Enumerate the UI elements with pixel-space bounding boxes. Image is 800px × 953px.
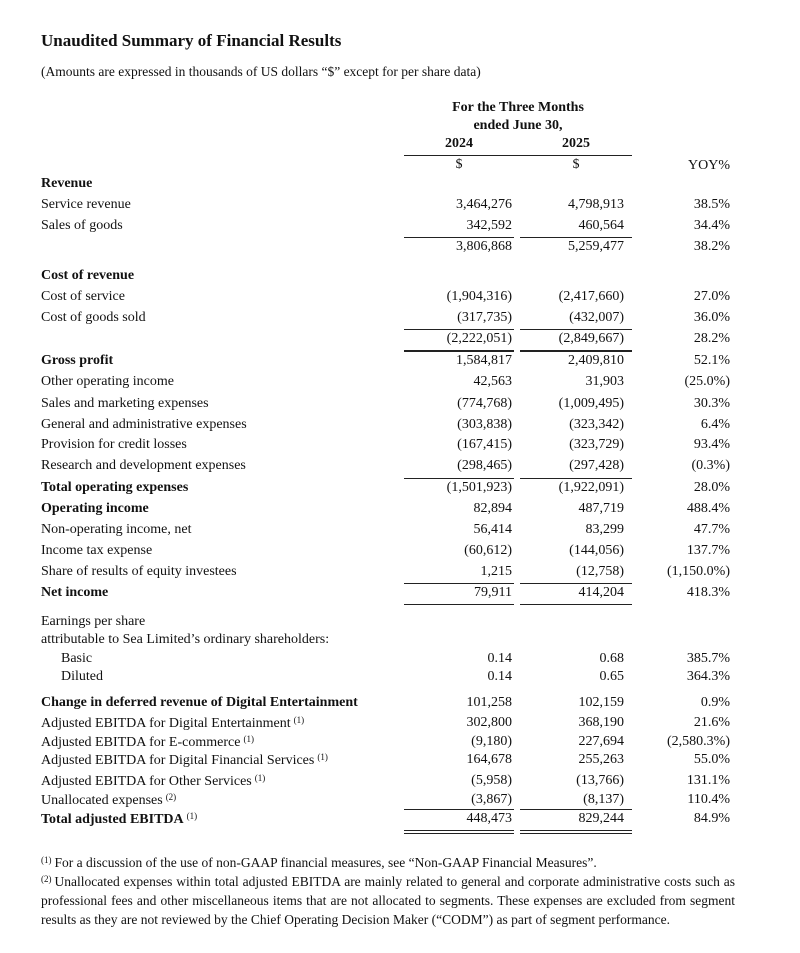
row-label-text: Unallocated expenses (41, 793, 163, 808)
row-label-text: Cost of goods sold (41, 310, 146, 325)
row-label (41, 480, 188, 496)
yoy-change: 38.2% (693, 239, 730, 254)
value-2025: 368,190 (578, 715, 624, 730)
row-label-text: Other operating income (41, 374, 174, 389)
row-label (41, 374, 174, 390)
row-label (41, 695, 358, 711)
subtotal-rule (520, 329, 632, 330)
yoy-change: 28.2% (693, 331, 730, 346)
yoy-change: 36.0% (693, 310, 730, 325)
footnote-1-text: For a discussion of the use of non-GAAP financial measures, see “Non-GAAP Financial Measures”. (54, 855, 597, 870)
table-row (0, 374, 800, 395)
yoy-change: 110.4% (687, 792, 730, 807)
value-2024: 1,215 (480, 564, 512, 579)
value-2025: 829,244 (578, 811, 624, 826)
yoy-change: (1,150.0%) (667, 564, 730, 579)
value-2024: 164,678 (466, 752, 512, 767)
value-2025: 255,263 (578, 752, 624, 767)
subtotal-rule (404, 583, 514, 584)
subtotal-rule (404, 478, 514, 479)
footnote-marker: (1) (293, 715, 305, 725)
value-2025: (2,417,660) (558, 289, 624, 304)
total-rule (520, 830, 632, 831)
value-2025: (2,849,667) (558, 331, 624, 346)
yoy-change: (0.3%) (691, 458, 730, 473)
row-label-text: Adjusted EBITDA for Digital Entertainment (41, 716, 291, 731)
table-row (0, 543, 800, 564)
row-label-text: Cost of revenue (41, 268, 135, 283)
row-label (41, 458, 246, 474)
footnote-marker: (1) (243, 734, 254, 744)
row-label-text: Income tax expense (41, 543, 153, 558)
value-2025: (8,137) (583, 792, 624, 807)
value-2025: 5,259,477 (568, 239, 624, 254)
table-row (0, 480, 800, 501)
value-2025: (297,428) (569, 458, 624, 473)
footnote-2 (41, 870, 735, 929)
row-label-text: Adjusted EBITDA for Digital Financial Services (41, 753, 315, 768)
row-label (41, 752, 328, 769)
row-label-text: Diluted (61, 669, 103, 684)
yoy-change: 6.4% (700, 417, 730, 432)
year-2024-header: 2024 (445, 136, 473, 151)
row-label (41, 268, 134, 284)
value-2024: (2,222,051) (446, 331, 512, 346)
table-row (0, 458, 800, 479)
table-row (0, 695, 800, 716)
value-2025: (323,729) (569, 437, 624, 452)
value-2025: 102,159 (578, 695, 624, 710)
yoy-change: 364.3% (686, 669, 730, 684)
footnote-1-marker: (1) (41, 855, 52, 865)
table-row (0, 310, 800, 331)
subtotal-rule (520, 809, 632, 810)
row-label (41, 734, 254, 751)
subtotal-rule (404, 809, 514, 810)
value-2024: (1,501,923) (446, 480, 512, 495)
value-2025: (323,342) (569, 417, 624, 432)
currency-2024: $ (455, 157, 463, 172)
value-2024: (1,904,316) (446, 289, 512, 304)
value-2025: 227,694 (578, 734, 624, 749)
row-label (41, 632, 329, 648)
row-label (41, 614, 145, 630)
row-label-text: Change in deferred revenue of Digital Entertainment (41, 695, 358, 710)
subtotal-rule (404, 329, 514, 330)
yoy-change: 30.3% (693, 396, 730, 411)
value-2025: (144,056) (569, 543, 624, 558)
value-2025: (1,922,091) (558, 480, 624, 495)
table-row (0, 353, 800, 374)
yoy-change: 93.4% (693, 437, 730, 452)
value-2024: (298,465) (457, 458, 512, 473)
yoy-change: 34.4% (693, 218, 730, 233)
yoy-change: (2,580.3%) (667, 734, 730, 749)
header-rule (404, 155, 632, 156)
footnote-marker: (1) (186, 811, 198, 821)
value-2025: (1,009,495) (558, 396, 624, 411)
year-2025-header: 2025 (562, 136, 590, 151)
value-2025: 4,798,913 (568, 197, 624, 212)
value-2024: 3,806,868 (456, 239, 512, 254)
row-label-text: Share of results of equity investees (41, 564, 237, 579)
yoy-change: 27.0% (693, 289, 730, 304)
value-2024: (317,735) (457, 310, 512, 325)
table-row (0, 669, 800, 690)
row-label-text: Provision for credit losses (41, 437, 187, 452)
total-rule (520, 350, 632, 351)
value-2025: (432,007) (569, 310, 624, 325)
value-2024: 56,414 (473, 522, 512, 537)
value-2024: 1,584,817 (456, 353, 512, 368)
yoy-change: 385.7% (686, 651, 730, 666)
value-2024: 0.14 (487, 669, 512, 684)
row-label-text: Adjusted EBITDA for Other Services (41, 774, 252, 789)
table-row (0, 417, 800, 438)
footnote-1 (41, 851, 735, 872)
table-row (0, 715, 800, 736)
yoy-change: (25.0%) (684, 374, 730, 389)
row-label (41, 811, 197, 828)
subtotal-rule (404, 351, 514, 352)
table-row (0, 437, 800, 458)
table-row (0, 564, 800, 585)
value-2025: 0.65 (599, 669, 624, 684)
row-label-text: Research and development expenses (41, 458, 246, 473)
row-label (41, 585, 108, 601)
table-row (0, 176, 800, 197)
period-header-line1: For the Three Months (452, 100, 584, 115)
row-label-text: General and administrative expenses (41, 417, 247, 432)
table-row (0, 289, 800, 310)
row-label (61, 669, 103, 685)
row-label (41, 218, 123, 234)
table-row (0, 752, 800, 773)
value-2025: 460,564 (578, 218, 624, 233)
row-label (41, 792, 176, 809)
footnote-marker: (1) (254, 773, 266, 783)
table-row (0, 792, 800, 813)
row-label (41, 353, 113, 369)
table-row (0, 501, 800, 522)
table-row (0, 773, 800, 794)
row-label (41, 176, 92, 192)
value-2025: (13,766) (576, 773, 624, 788)
row-label (41, 417, 247, 433)
total-rule (520, 604, 632, 605)
row-label-text: Operating income (41, 501, 149, 516)
value-2024: 0.14 (487, 651, 512, 666)
value-2025: 83,299 (585, 522, 624, 537)
yoy-change: 52.1% (693, 353, 730, 368)
footnote-marker: (2) (165, 792, 177, 802)
row-label (41, 543, 152, 559)
row-label-text: Cost of service (41, 289, 125, 304)
row-label-text: Sales and marketing expenses (41, 396, 209, 411)
value-2025: 414,204 (578, 585, 624, 600)
value-2024: (9,180) (471, 734, 512, 749)
row-label-text: attributable to Sea Limited’s ordinary shareholders: (41, 632, 330, 647)
value-2024: (774,768) (457, 396, 512, 411)
table-row (0, 585, 800, 606)
value-2025: 31,903 (585, 374, 624, 389)
row-label (41, 437, 187, 453)
row-label-text: Service revenue (41, 197, 131, 212)
table-row (0, 268, 800, 289)
double-total-rule (520, 833, 632, 834)
row-label-text: Net income (41, 585, 109, 600)
yoy-change: 137.7% (686, 543, 730, 558)
value-2024: 302,800 (466, 715, 512, 730)
row-label (41, 396, 209, 412)
yoy-change: 21.6% (693, 715, 730, 730)
value-2024: 82,894 (473, 501, 512, 516)
yoy-change: 488.4% (686, 501, 730, 516)
value-2024: (60,612) (464, 543, 512, 558)
value-2024: (167,415) (457, 437, 512, 452)
currency-2025: $ (572, 157, 580, 172)
row-label (41, 310, 146, 326)
row-label-text: Basic (61, 651, 93, 666)
total-rule (404, 604, 514, 605)
value-2025: 487,719 (578, 501, 624, 516)
row-label (41, 522, 191, 538)
row-label-text: Non-operating income, net (41, 522, 192, 537)
row-label (41, 773, 265, 790)
double-total-rule (404, 833, 514, 834)
value-2025: (12,758) (576, 564, 624, 579)
row-label (41, 197, 131, 213)
value-2024: 79,911 (474, 585, 512, 600)
value-2024: 42,563 (473, 374, 512, 389)
page-title: Unaudited Summary of Financial Results (41, 31, 342, 50)
value-2024: (5,958) (471, 773, 512, 788)
row-label-text: Sales of goods (41, 218, 123, 233)
table-row (0, 811, 800, 832)
yoy-change: 418.3% (686, 585, 730, 600)
period-header-line2: ended June 30, (473, 118, 563, 133)
footnote-marker: (1) (317, 752, 328, 762)
yoy-header: YOY% (688, 158, 730, 173)
subtotal-rule (520, 237, 632, 238)
table-row (0, 331, 800, 352)
table-row (0, 396, 800, 417)
table-row (0, 197, 800, 218)
table-row (0, 632, 800, 653)
subtotal-rule (520, 478, 632, 479)
value-2024: 3,464,276 (456, 197, 512, 212)
value-2024: 101,258 (466, 695, 512, 710)
row-label (41, 289, 125, 305)
row-label (41, 501, 149, 517)
subtotal-rule (520, 583, 632, 584)
total-rule (404, 350, 514, 351)
row-label-text: Revenue (41, 176, 93, 191)
value-2024: (3,867) (471, 792, 512, 807)
row-label (41, 715, 304, 732)
table-row (0, 218, 800, 239)
table-row (0, 239, 800, 260)
row-label-text: Earnings per share (41, 614, 146, 629)
yoy-change: 131.1% (686, 773, 730, 788)
value-2024: (303,838) (457, 417, 512, 432)
footnote-2-text: Unallocated expenses within total adjusted EBITDA are mainly related to general and corporate administrative costs such as professional fees and other miscellaneous items that are not allocated to segments. These expenses are excluded from segment results as they are not reviewed by the Chief Operating Decision Maker (“CODM”) as part of segment performance. (41, 874, 735, 927)
table-row (0, 522, 800, 543)
value-2025: 0.68 (599, 651, 624, 666)
total-rule (404, 830, 514, 831)
row-label-text: Total adjusted EBITDA (41, 812, 184, 827)
yoy-change: 38.5% (693, 197, 730, 212)
value-2024: 342,592 (466, 218, 512, 233)
row-label-text: Total operating expenses (41, 480, 189, 495)
page-subtitle: (Amounts are expressed in thousands of US dollars “$” except for per share data) (41, 64, 481, 79)
subtotal-rule (404, 237, 514, 238)
row-label (61, 651, 92, 667)
yoy-change: 47.7% (693, 522, 730, 537)
yoy-change: 55.0% (693, 752, 730, 767)
yoy-change: 0.9% (700, 695, 730, 710)
yoy-change: 84.9% (693, 811, 730, 826)
value-2024: 448,473 (466, 811, 512, 826)
row-label (41, 564, 237, 580)
row-label-text: Gross profit (41, 353, 114, 368)
yoy-change: 28.0% (693, 480, 730, 495)
subtotal-rule (520, 351, 632, 352)
row-label-text: Adjusted EBITDA for E-commerce (41, 735, 241, 750)
footnote-2-marker: (2) (41, 874, 52, 884)
value-2025: 2,409,810 (568, 353, 624, 368)
